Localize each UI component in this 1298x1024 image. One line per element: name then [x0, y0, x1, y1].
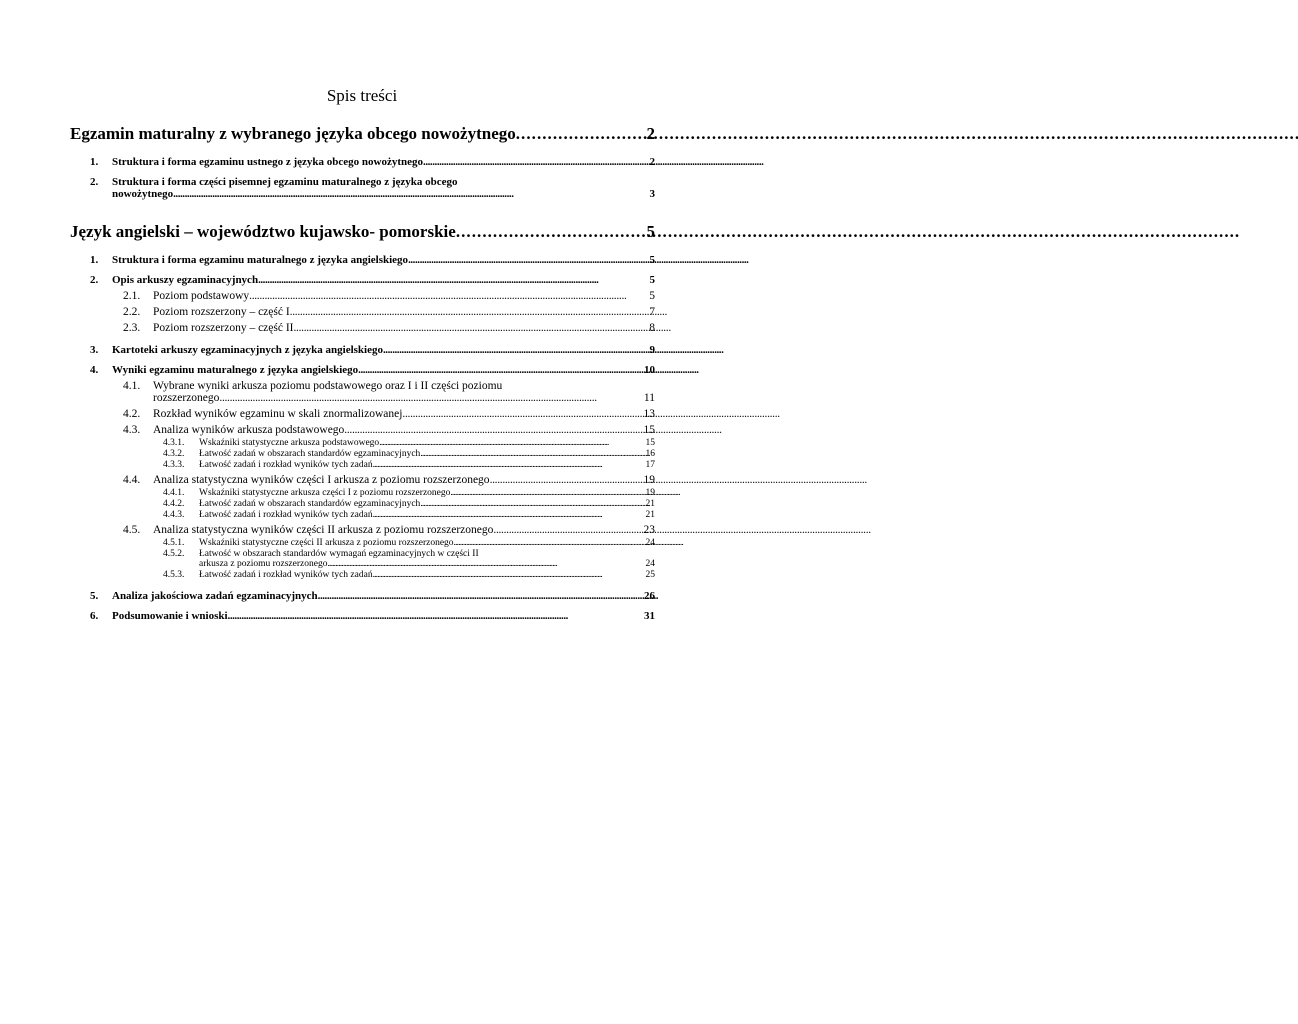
- toc-entry-title: Łatwość zadań i rozkład wyników tych zadań: [199, 570, 373, 580]
- toc-entry-number: 4.2.: [123, 408, 141, 420]
- toc-page-number: 15: [643, 424, 655, 436]
- toc-entry-title: Wskaźniki statystyczne części II arkusza z poziomu rozszerzonego: [199, 538, 454, 548]
- toc-entry-title: Opis arkuszy egzaminacyjnych: [112, 274, 259, 286]
- toc-entry-number: 2.: [90, 274, 99, 286]
- toc-page-number: 23: [643, 524, 655, 536]
- toc-entry-number: 4.5.: [123, 524, 141, 536]
- toc-page-number: 11: [643, 392, 655, 404]
- toc-page-number: 16: [645, 449, 655, 459]
- toc-page-number: 5: [649, 290, 655, 302]
- toc-page-number: 26: [644, 590, 655, 602]
- toc-entry[interactable]: [163, 488, 655, 498]
- dot-leader: [373, 510, 646, 520]
- dot-leader: [379, 438, 645, 448]
- dot-leader: [490, 474, 644, 486]
- toc-page-number: 25: [645, 570, 655, 580]
- toc-entry-title: nowożytnego: [112, 188, 174, 200]
- toc-entry-number: 1.: [90, 156, 99, 168]
- toc-entry[interactable]: [70, 344, 655, 356]
- dot-leader: [327, 559, 645, 569]
- dot-leader: [173, 188, 649, 200]
- toc-entry-number: 2.3.: [123, 322, 141, 334]
- toc-entry-number: 4.3.2.: [163, 449, 185, 459]
- dot-leader: [258, 274, 649, 286]
- toc-entry[interactable]: [163, 449, 655, 459]
- toc-entry-title: Wskaźniki statystyczne arkusza części I z poziomu rozszerzonego: [199, 488, 451, 498]
- dot-leader: [493, 524, 643, 536]
- toc-page-number: 17: [645, 460, 655, 470]
- toc-page-number: 3: [649, 188, 655, 200]
- dot-leader: [456, 222, 647, 242]
- toc-entry-title: Łatwość zadań w obszarach standardów egzaminacyjnych: [199, 499, 421, 509]
- toc-entry-title: Podsumowanie i wnioski: [112, 610, 228, 622]
- toc-entry-title-line1: Struktura i forma części pisemnej egzaminu maturalnego z języka obcego: [112, 176, 458, 188]
- dot-leader: [373, 570, 646, 580]
- toc-entry-title: Analiza jakościowa zadań egzaminacyjnych: [112, 590, 318, 602]
- dot-leader: [228, 610, 644, 622]
- dot-leader: [249, 290, 649, 302]
- toc-entry[interactable]: [70, 254, 655, 266]
- toc-entry-title: Analiza wyników arkusza podstawowego: [153, 424, 345, 436]
- dot-leader: [219, 392, 644, 404]
- toc-page-number: 5: [649, 274, 655, 286]
- toc-entry-title: Łatwość zadań i rozkład wyników tych zadań: [199, 460, 373, 470]
- toc-entry-title: Struktura i forma egzaminu maturalnego z języka angielskiego: [112, 254, 409, 266]
- toc-entry-number: 4.4.1.: [163, 488, 185, 498]
- toc-entry[interactable]: [70, 274, 655, 286]
- toc-entry-title: Wyniki egzaminu maturalnego z języka angielskiego: [112, 364, 359, 376]
- toc-entry[interactable]: [70, 610, 655, 622]
- toc-entry-title: rozszerzonego: [153, 392, 220, 404]
- toc-entry-title-line1: Łatwość w obszarach standardów wymagań egzaminacyjnych w części II: [199, 549, 479, 559]
- toc-entry[interactable]: [123, 322, 655, 334]
- toc-entry-number: 4.4.3.: [163, 510, 185, 520]
- toc-entry[interactable]: [123, 474, 655, 486]
- toc-page-number: 8: [649, 322, 655, 334]
- dot-leader: [454, 538, 646, 548]
- toc-entry-number: 4.3.3.: [163, 460, 185, 470]
- toc-entry[interactable]: [70, 124, 655, 144]
- toc-entry[interactable]: [70, 222, 655, 242]
- dot-leader: [516, 124, 647, 144]
- toc-page-number: 19: [643, 474, 655, 486]
- toc-page-number: 5: [646, 222, 655, 241]
- toc-entry-title: Egzamin maturalny z wybranego języka obcego nowożytnego: [70, 124, 516, 143]
- toc-page-number: 19: [645, 488, 655, 498]
- dot-leader: [423, 156, 649, 168]
- toc-entry-title: Wskaźniki statystyczne arkusza podstawowego: [199, 438, 380, 448]
- toc-entry[interactable]: [163, 438, 655, 448]
- toc-page-number: 31: [644, 610, 655, 622]
- toc-entry-number: 5.: [90, 590, 99, 602]
- toc-entry-title: Rozkład wyników egzaminu w skali znormalizowanej: [153, 408, 403, 420]
- toc-entry-title: Analiza statystyczna wyników części I arkusza z poziomu rozszerzonego: [153, 474, 490, 486]
- toc-entry[interactable]: [163, 499, 655, 509]
- toc-entry-number: 3.: [90, 344, 99, 356]
- toc-entry-title: arkusza z poziomu rozszerzonego: [199, 559, 328, 569]
- toc-entry-number: 4.3.: [123, 424, 141, 436]
- toc-entry-number: 4.: [90, 364, 99, 376]
- dot-leader: [318, 590, 644, 602]
- toc-entry[interactable]: [163, 549, 655, 569]
- dot-leader: [290, 306, 650, 318]
- toc-entry[interactable]: [163, 538, 655, 548]
- toc-entry[interactable]: [123, 424, 655, 436]
- dot-leader: [294, 322, 650, 334]
- toc-page-number: 9: [649, 344, 655, 356]
- toc-entry[interactable]: [123, 306, 655, 318]
- toc-page-number: 24: [645, 559, 655, 569]
- toc-entry[interactable]: [70, 364, 655, 376]
- toc-entry-title: Poziom podstawowy: [153, 290, 250, 302]
- toc-entry-number: 2.: [90, 176, 99, 188]
- table-of-contents: [70, 124, 655, 622]
- toc-page-number: 21: [645, 510, 655, 520]
- toc-entry-title: Poziom rozszerzony – część II: [153, 322, 294, 334]
- toc-entry-number: 2.2.: [123, 306, 141, 318]
- toc-entry[interactable]: [163, 510, 655, 520]
- dot-leader: [383, 344, 650, 356]
- toc-page-number: 5: [649, 254, 655, 266]
- toc-entry-number: 4.5.3.: [163, 570, 185, 580]
- toc-entry[interactable]: [123, 380, 655, 404]
- toc-entry-number: 4.1.: [123, 380, 141, 392]
- toc-entry-number: 2.1.: [123, 290, 141, 302]
- dot-leader: [344, 424, 643, 436]
- toc-entry-title: Język angielski – województwo kujawsko- pomorskie: [70, 222, 456, 241]
- toc-entry-title: Analiza statystyczna wyników części II arkusza z poziomu rozszerzonego: [153, 524, 494, 536]
- toc-page-number: 21: [645, 499, 655, 509]
- toc-entry-title: Poziom rozszerzony – część I: [153, 306, 290, 318]
- toc-page-number: 7: [649, 306, 655, 318]
- toc-entry[interactable]: [163, 570, 655, 580]
- toc-entry-title: Struktura i forma egzaminu ustnego z języka obcego nowożytnego: [112, 156, 424, 168]
- toc-entry-title-line1: Wybrane wyniki arkusza poziomu podstawowego oraz I i II części poziomu: [153, 380, 503, 392]
- toc-page-number: 10: [644, 364, 655, 376]
- dot-leader: [402, 408, 643, 420]
- toc-entry-number: 4.4.: [123, 474, 141, 486]
- dot-leader: [420, 449, 645, 459]
- dot-leader: [408, 254, 649, 266]
- toc-entry[interactable]: [70, 156, 655, 168]
- toc-entry-number: 4.5.1.: [163, 538, 185, 548]
- toc-entry[interactable]: [123, 290, 655, 302]
- toc-entry-number: 1.: [90, 254, 99, 266]
- toc-entry[interactable]: [123, 408, 655, 420]
- toc-entry-number: 6.: [90, 610, 99, 622]
- toc-page-number: 15: [645, 438, 655, 448]
- toc-entry[interactable]: [70, 590, 655, 602]
- dot-leader: [358, 364, 644, 376]
- toc-page-number: 2: [649, 156, 655, 168]
- toc-heading: Spis treści: [326, 86, 398, 105]
- toc-page-number: 24: [645, 538, 655, 548]
- toc-entry-number: 4.5.2.: [163, 549, 185, 559]
- toc-entry[interactable]: [123, 524, 655, 536]
- toc-page-number: 13: [643, 408, 655, 420]
- toc-entry-title: Łatwość zadań i rozkład wyników tych zadań: [199, 510, 373, 520]
- toc-entry-title: Kartoteki arkuszy egzaminacyjnych z języka angielskiego: [112, 344, 383, 356]
- dot-leader: [450, 488, 645, 498]
- toc-entry-title: Łatwość zadań w obszarach standardów egzaminacyjnych: [199, 449, 421, 459]
- toc-page-number: 2: [646, 124, 655, 143]
- dot-leader: [373, 460, 646, 470]
- dot-leader: [420, 499, 645, 509]
- toc-entry[interactable]: [163, 460, 655, 470]
- toc-entry[interactable]: [70, 176, 655, 200]
- toc-entry-number: 4.4.2.: [163, 499, 185, 509]
- toc-entry-number: 4.3.1.: [163, 438, 185, 448]
